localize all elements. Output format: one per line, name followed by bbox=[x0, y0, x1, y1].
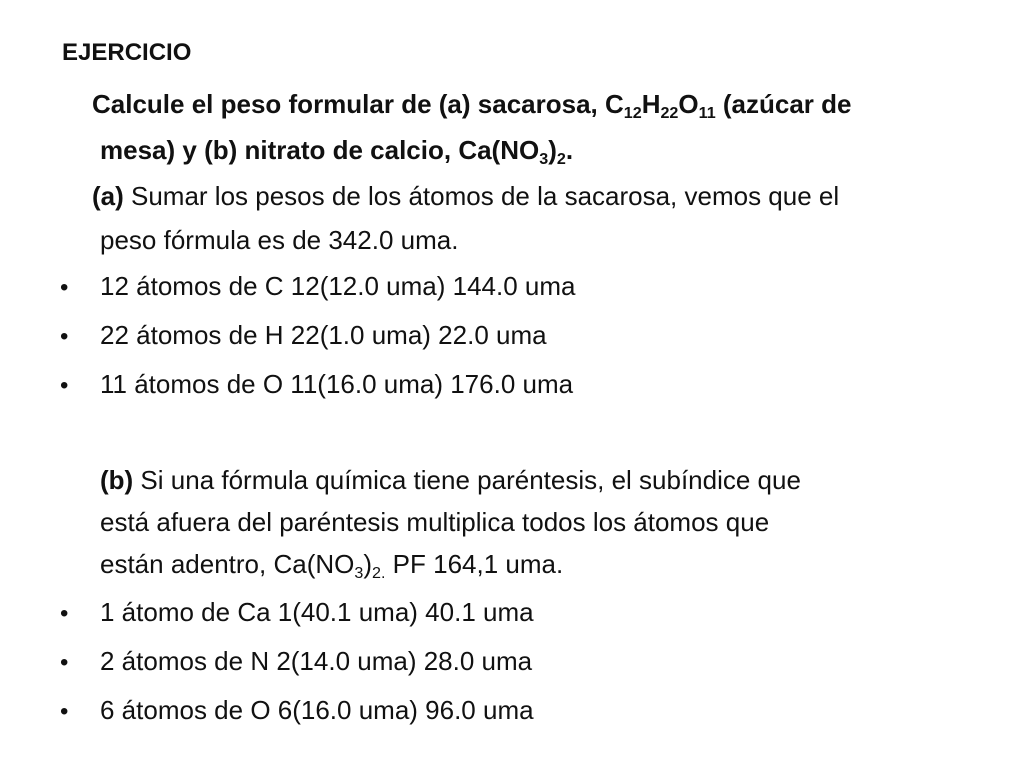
list-item-text: 22 átomos de H 22(1.0 uma) 22.0 uma bbox=[100, 320, 547, 350]
part-a-line-2: peso fórmula es de 342.0 uma. bbox=[100, 225, 459, 255]
question-text-1b: (azúcar de bbox=[715, 89, 852, 119]
list-item bbox=[60, 647, 532, 676]
question-period: . bbox=[565, 135, 574, 165]
subscript-2: 2 bbox=[556, 149, 566, 168]
part-b-line-3 bbox=[100, 549, 564, 582]
list-item bbox=[60, 696, 534, 725]
part-b-line-2: está afuera del paréntesis multiplica todos los átomos que bbox=[100, 507, 770, 537]
question-h: H bbox=[641, 89, 661, 119]
list-item bbox=[60, 370, 573, 399]
list-item bbox=[60, 272, 576, 301]
list-item-text: 11 átomos de O 11(16.0 uma) 176.0 uma bbox=[100, 369, 574, 399]
subscript-2: 2. bbox=[372, 563, 386, 582]
list-item bbox=[60, 598, 534, 627]
list-item-text: 1 átomo de Ca 1(40.1 uma) 40.1 uma bbox=[100, 597, 534, 627]
subscript-3: 3 bbox=[539, 149, 549, 168]
slide-title: EJERCICIO bbox=[62, 39, 192, 66]
part-b-text-1: Si una fórmula química tiene paréntesis, el subíndice que bbox=[133, 465, 801, 495]
subscript-h: 22 bbox=[660, 103, 679, 122]
question-line-2 bbox=[100, 135, 574, 168]
bullet-icon: • bbox=[60, 698, 69, 725]
bullet-icon: • bbox=[60, 274, 69, 301]
part-a-text-1: Sumar los pesos de los átomos de la sacarosa, vemos que el bbox=[123, 181, 840, 211]
part-b-text-3a: están adentro, Ca(NO bbox=[100, 549, 355, 579]
subscript-c: 12 bbox=[623, 103, 642, 122]
bullet-icon: • bbox=[60, 649, 69, 676]
subscript-o: 11 bbox=[698, 103, 716, 122]
part-a-line-1 bbox=[92, 182, 839, 211]
list-item-text: 6 átomos de O 6(16.0 uma) 96.0 uma bbox=[100, 695, 534, 725]
part-b-close-paren: ) bbox=[363, 549, 372, 579]
part-b-label: (b) bbox=[100, 465, 134, 495]
question-o: O bbox=[678, 89, 699, 119]
part-b-text-3b: PF 164,1 uma. bbox=[385, 549, 564, 579]
part-a-label: (a) bbox=[92, 181, 124, 211]
question-close-paren: ) bbox=[548, 135, 557, 165]
list-item-text: 2 átomos de N 2(14.0 uma) 28.0 uma bbox=[100, 646, 533, 676]
question-line-1 bbox=[92, 89, 852, 122]
question-text-1a: Calcule el peso formular de (a) sacarosa, C bbox=[92, 89, 624, 119]
bullet-icon: • bbox=[60, 600, 69, 627]
list-item-text: 12 átomos de C 12(12.0 uma) 144.0 uma bbox=[100, 271, 576, 301]
list-item bbox=[60, 321, 547, 350]
question-text-2a: mesa) y (b) nitrato de calcio, Ca(NO bbox=[100, 135, 540, 165]
bullet-icon: • bbox=[60, 372, 69, 399]
part-b-line-1 bbox=[100, 466, 801, 495]
subscript-3: 3 bbox=[354, 563, 364, 582]
bullet-icon: • bbox=[60, 323, 69, 350]
